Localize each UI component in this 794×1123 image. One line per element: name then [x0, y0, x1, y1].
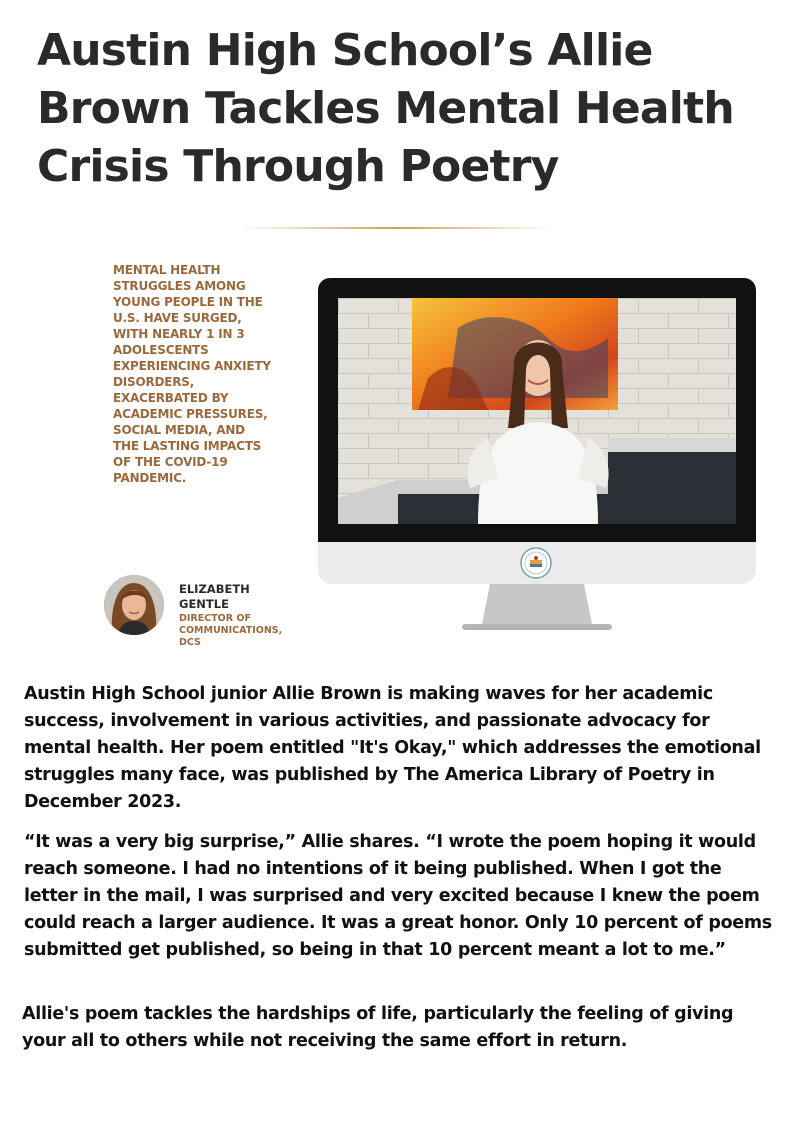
gold-divider [240, 227, 552, 229]
monitor-stand [462, 584, 612, 630]
quote-paragraph: “It was a very big surprise,” Allie shares. “I wrote the poem hoping it would reach someone. I had no intentions of it being published. When I got the letter in the mail, I was surprised and very excited because I knew the poem could reach a larger audience. It was a great honor. Only 10 percent of poems submitted get published, so being in that 10 percent meant a lot to me.” [24, 832, 772, 960]
author-title: DIRECTOR OF COMMUNICATIONS, DCS [179, 613, 283, 648]
school-seal-icon [520, 547, 552, 579]
body-paragraph: Allie's poem tackles the hardships of life, particularly the feeling of giving your all to others while not receiving the same effort in return. [22, 1004, 734, 1051]
author-name: ELIZABETH GENTLE [179, 582, 250, 611]
author-avatar [104, 575, 164, 635]
body-paragraph: Austin High School junior Allie Brown is making waves for her academic success, involvement in various activities, and passionate advocacy for mental health. Her poem entitled "It's Okay," which addresses the emotional struggles many face, was published by The America Library of Poetry in December 2023. [24, 684, 761, 812]
monitor-chin [318, 542, 756, 584]
monitor-bezel [318, 278, 756, 542]
student-photo [338, 298, 736, 524]
pull-quote: MENTAL HEALTH STRUGGLES AMONG YOUNG PEOPLE IN THE U.S. HAVE SURGED, WITH NEARLY 1 IN 3 ADOLESCENTS EXPERIENCING ANXIETY DISORDERS, EXACERBATED BY ACADEMIC PRESSURES, SOCIAL MEDIA, AND THE LASTING IMPACTS OF THE COVID-19 PANDEMIC. [113, 263, 271, 485]
article-headline: Austin High School’s Allie Brown Tackles Mental Health Crisis Through Poetry [37, 25, 734, 192]
monitor-graphic [318, 278, 756, 630]
